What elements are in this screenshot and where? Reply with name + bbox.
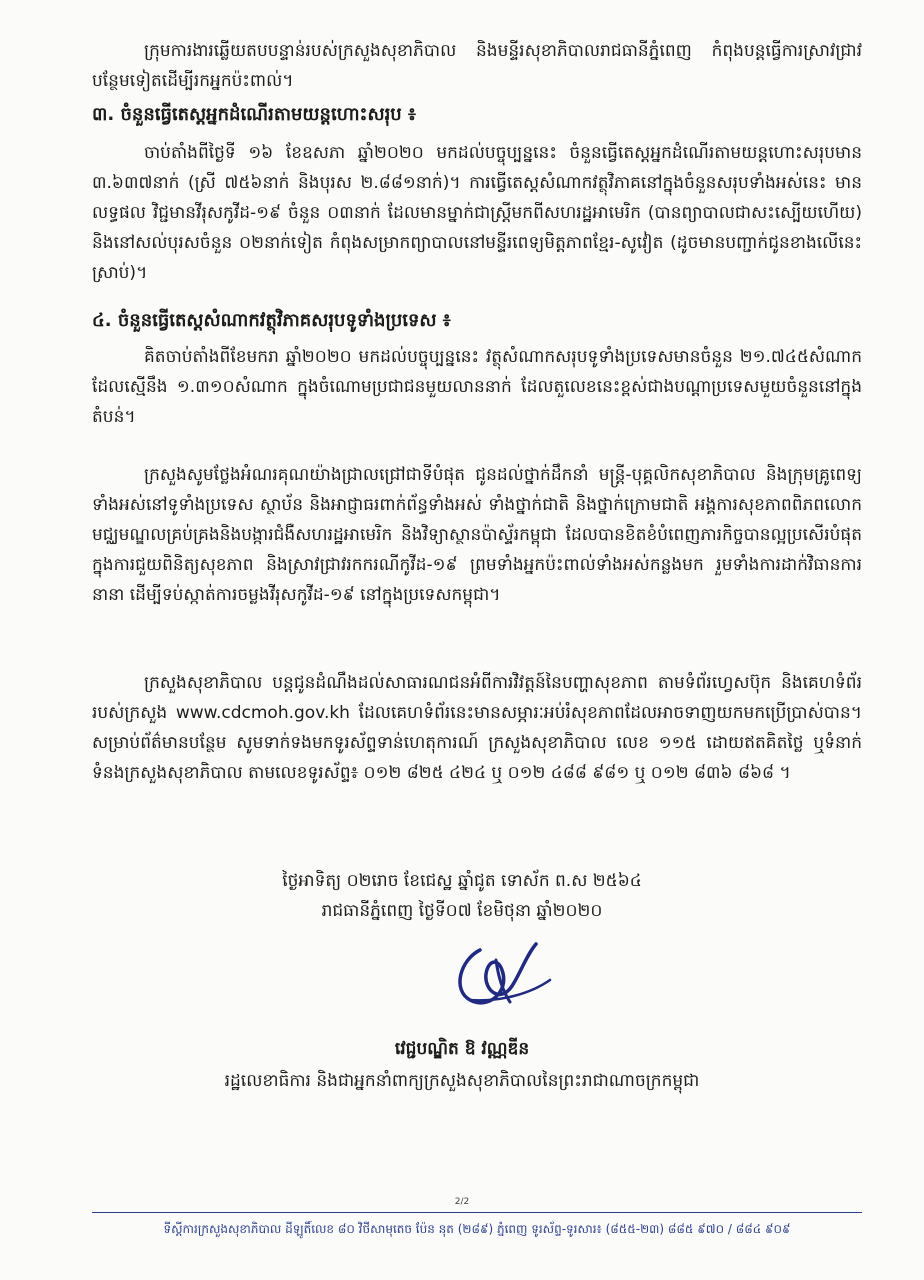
section-4-paragraph: គិតចាប់តាំងពីខែមករា ឆ្នាំ២០២០ មកដល់បច្ចុប្បន្ននេះ វត្ថុសំណាកសរុបទូទាំងប្រទេសមានចំនួន ២១.៧៤៥សំណាក ដែលស្មើនឹង ១.៣១០សំណាក ក្នុងចំណោមប្រជាជនមួយលាននាក់ ដែលតួលេខនេះខ្ពស់ជាងបណ្តាប្រទេសមួយចំនួននៅក្នុងតំបន់។ xyxy=(92,347,862,427)
lunar-date: ថ្ងៃអាទិត្យ ០២រោច ខែជេស្ឋ ឆ្នាំជូត ទោស័ក ព.ស ២៥៦៤ xyxy=(282,871,642,891)
signatory-title: រដ្ឋលេខាធិការ និងជាអ្នកនាំពាក្យក្រសួងសុខាភិបាលនៃព្រះរាជាណាចក្រកម្ពុជា xyxy=(224,1071,700,1091)
solar-date: រាជធានីភ្នំពេញ ថ្ងៃទី០៧ ខែមិថុនា ឆ្នាំ២០២០ xyxy=(321,901,603,921)
section-3-paragraph: ចាប់តាំងពីថ្ងៃទី ១៦ ខែឧសភា ឆ្នាំ២០២០ មកដល់បច្ចុប្បន្ននេះ ចំនួនធ្វើតេស្តអ្នកដំណើរតាមយន្តហោះសរុបមាន ៣.៦៣៧នាក់ (ស្រី ៧៥៦នាក់ និងបុរស ២.៨៨១នាក់)។ ការធ្វើតេស្តសំណាកវត្ថុវិភាគនៅក្នុងចំនួនសរុបទាំងអស់នេះ មានលទ្ធផល វិជ្ជមានវីរុសកូវីដ-១៩ ចំនួន ០៣នាក់ ដែលមានម្នាក់ជាស្ត្រីមកពីសហរដ្ឋអាមេរិក (បានព្យាបាលជាសះស្បើយហើយ) និងនៅសល់បុរសចំនួន ០២នាក់ទៀត កំពុងសម្រាកព្យាបាលនៅមន្ទីរពេទ្យមិត្តភាពខ្មែរ-សូវៀត (ដូចមានបញ្ជាក់ជូនខាងលើនេះស្រាប់)។ xyxy=(92,143,862,283)
handwritten-signature xyxy=(440,930,560,1020)
footer-divider xyxy=(92,1212,862,1213)
signatory-name: វេជ្ជបណ្ឌិត ឱ វណ្ណឌីន xyxy=(394,1039,530,1059)
thanks-paragraph: ក្រសួងសូមថ្លែងអំណរគុណយ៉ាងជ្រាលជ្រៅជាទីបំផុត ជូនដល់ថ្នាក់ដឹកនាំ មន្ត្រី-បុគ្គលិកសុខាភិបាល និងក្រុមគ្រូពេទ្យទាំងអស់នៅទូទាំងប្រទេស ស្ថាប័ន និងអាជ្ញាធរពាក់ព័ន្ធទាំងអស់ ទាំងថ្នាក់ជាតិ និងថ្នាក់ក្រោមជាតិ អង្គការសុខភាពពិភពលោក មជ្ឈមណ្ឌលគ្រប់គ្រងនិងបង្ការជំងឺសហរដ្ឋអាមេរិក និងវិទ្យាស្ថានប៉ាស្ទ័រកម្ពុជា ដែលបានខិតខំបំពេញភារកិច្ចបានល្អប្រសើរបំផុត ក្នុងការជួយពិនិត្យសុខភាព និងស្រាវជ្រាវរកករណីកូវីដ-១៩ ព្រមទាំងអ្នកប៉ះពាល់ទាំងអស់កន្លងមក រួមទាំងការដាក់វិធានការនានា ដើម្បីទប់ស្កាត់ការចម្លងវីរុសកូវីដ-១៩ នៅក្នុងប្រទេសកម្ពុជា។ xyxy=(92,465,862,605)
section-3-heading: ៣. ចំនួនធ្វើតេស្តអ្នកដំណើរតាមយន្តហោះសរុប ៖ xyxy=(92,104,416,125)
footer-address: ទីស្តីការក្រសួងសុខាភិបាល ដីឡូតិ៍លេខ ៨០ វិថីសាមុតេច ប៉ែន នុត (២៨៩) ភ្នំពេញ ទូរស័ព្ទ-ទូរសារ៖ (៨៥៥-២៣) ៨៨៥ ៩៧០ / ៨៨៤ ៩០៩ xyxy=(163,1222,791,1236)
page-number: 2/2 xyxy=(454,1197,470,1207)
intro-paragraph: ក្រុមការងារឆ្លើយតបបន្ទាន់របស់ក្រសួងសុខាភិបាល និងមន្ទីរសុខាភិបាលរាជធានីភ្នំពេញ កំពុងបន្តធ្វើការស្រាវជ្រាវបន្ថែមទៀតដើម្បីរកអ្នកប៉ះពាល់។ xyxy=(92,41,862,91)
section-4-heading: ៤. ចំនួនធ្វើតេស្តសំណាកវត្ថុវិភាគសរុបទូទាំងប្រទេស ៖ xyxy=(92,310,451,331)
notice-paragraph: ក្រសួងសុខាភិបាល បន្តជូនដំណឹងដល់សាធារណជនអំពីការវិវត្តន៍នៃបញ្ហាសុខភាព តាមទំព័រហ្វេសប៊ុក និងគេហទំព័ររបស់ក្រសួង www.cdcmoh.gov.kh ដែលគេហទំព័រនេះមានសម្ភារៈអប់រំសុខភាពដែលអាចទាញយកមកប្រើប្រាស់បាន។ សម្រាប់ព័ត៌មានបន្ថែម សូមទាក់ទងមកទូរស័ព្ទទាន់ហេតុការណ៍ ក្រសួងសុខាភិបាល លេខ ១១៥ ដោយឥតគិតថ្លៃ ឬទំនាក់ទំនងក្រសួងសុខាភិបាល តាមលេខទូរស័ព្ទ៖ ០១២ ៨២៥ ៤២៤ ឬ ០១២ ៤៨៨ ៩៨១ ឬ ០១២ ៨៣៦ ៨៦៨ ។ xyxy=(92,673,862,783)
